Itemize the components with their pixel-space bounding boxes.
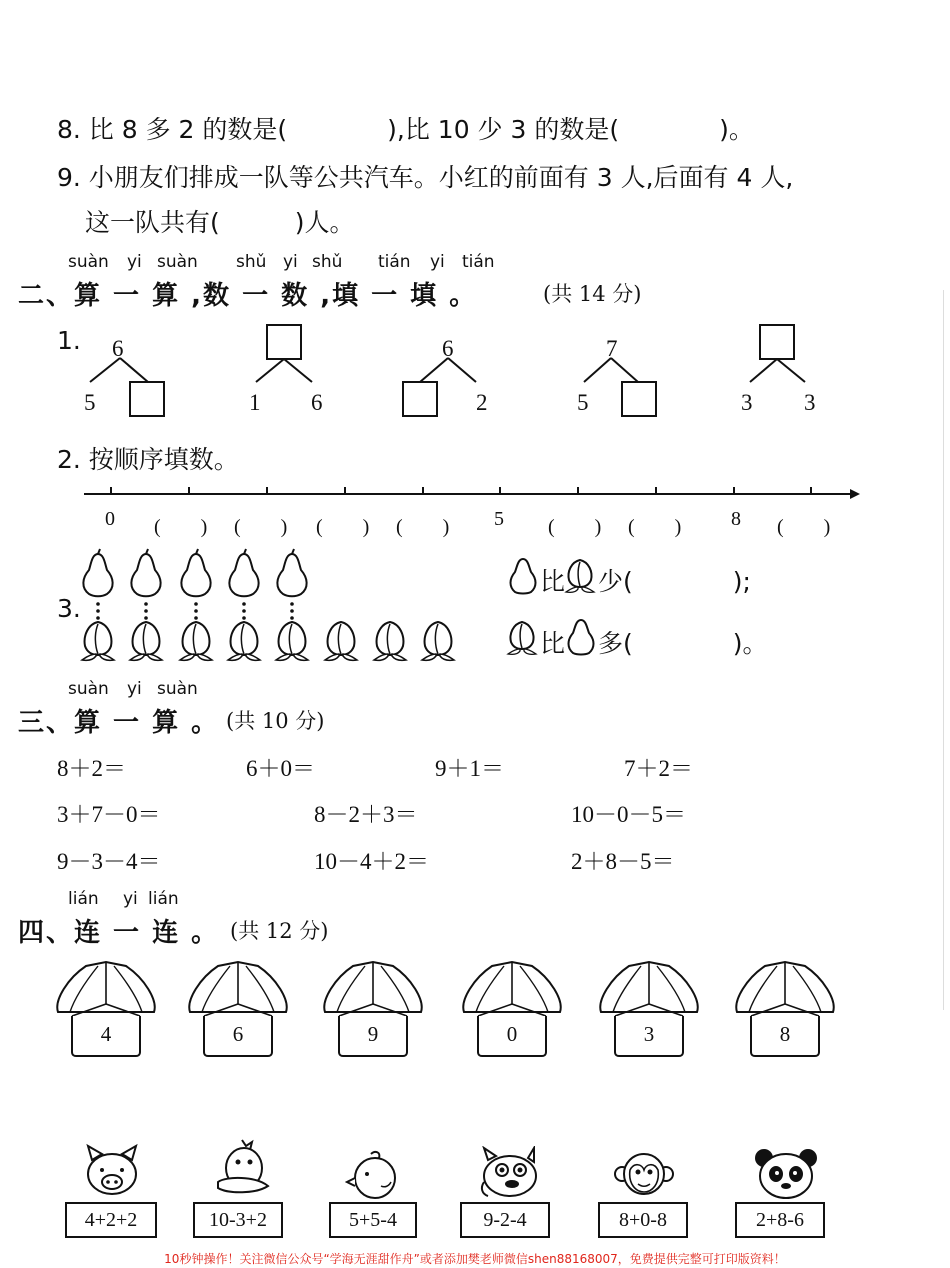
peach-icon [422,622,454,660]
section-3-score: (共 10 分) [226,709,325,733]
pinyin-suan2: suàn [157,252,198,272]
section-4-score: (共 12 分) [230,919,329,943]
calc-r1-c2[interactable]: 6＋0＝ [246,756,315,781]
part-1-label: 1. [57,326,81,355]
nl-blank-7[interactable]: ( ) [628,516,682,538]
peach-icon [130,622,162,660]
house-number-2: 6 [232,1022,244,1046]
house-number-6: 8 [779,1022,791,1046]
panda-icon [750,1146,822,1202]
expr-card-3[interactable]: 5+5-4 [329,1202,417,1238]
bond-4-top: 7 [606,336,618,361]
house-number-4: 0 [506,1022,518,1046]
bond-line [256,359,284,382]
part-2-label: 2. 按顺序填数。 [57,445,239,474]
expr-card-4[interactable]: 9-2-4 [460,1202,550,1238]
bond-2-right: 6 [311,390,323,415]
pear-icon [229,549,258,596]
peach-icon [82,622,114,660]
peach-icon [563,555,599,595]
expr-card-2[interactable]: 10-3+2 [193,1202,283,1238]
nl-blank-1[interactable]: ( ) [154,516,208,538]
pinyin-suan1: suàn [68,252,109,272]
footer-notice: 10秒钟操作！关注微信公众号“学海无涯甜作舟”或者添加樊老师微信shen88168007，免费提供完整可打印版资料！ [164,1252,786,1266]
pinyin-yi1: yi [127,252,142,272]
section-2-score: (共 14 分) [543,282,642,306]
question-8: 8. 比 8 多 2 的数是( ),比 10 少 3 的数是( )。 [57,115,754,144]
bond-3-right: 2 [476,390,488,415]
nl-blank-4[interactable]: ( ) [396,516,450,538]
pinyin-lian1: lián [68,889,99,909]
pear-icon [505,553,545,597]
nl-label-0: 0 [105,508,115,530]
section-2-title: 二、算 一 算 ,数 一 数 ,填 一 填 。 [18,281,478,311]
answer-box[interactable] [130,382,164,416]
calc-r2-c3[interactable]: 10－0－5＝ [571,802,686,827]
squirrel-icon [476,1146,546,1202]
calc-r3-c1[interactable]: 9－3－4＝ [57,849,161,874]
section-4-title: 四、连 一 连 。 [18,918,220,948]
peach-icon [180,622,212,660]
calc-r2-c2[interactable]: 8－2＋3＝ [314,802,418,827]
answer-box[interactable] [267,325,301,359]
pear-icon [277,549,306,596]
expr-card-6[interactable]: 2+8-6 [735,1202,825,1238]
nl-blank-3[interactable]: ( ) [316,516,370,538]
pear-icon [131,549,160,596]
peach-icon [505,617,541,657]
expr-card-1[interactable]: 4+2+2 [65,1202,157,1238]
nl-label-8: 8 [731,508,741,530]
pear-peach-picture [78,548,468,664]
bond-2-left: 1 [249,390,261,415]
peach-icon [374,622,406,660]
bond-1-left: 5 [84,390,96,415]
calc-r3-c2[interactable]: 10－4＋2＝ [314,849,429,874]
pinyin-yi5: yi [123,889,138,909]
answer-box[interactable] [622,382,656,416]
number-line [80,482,870,506]
part-3-label: 3. [57,594,81,623]
pinyin-yi2: yi [283,252,298,272]
nl-blank-9[interactable]: ( ) [777,516,831,538]
compare-2-word: 比 [540,629,566,658]
bond-line [750,359,777,382]
calc-r1-c3[interactable]: 9＋1＝ [435,756,504,781]
bond-4-left: 5 [577,390,589,415]
bond-line [284,359,312,382]
monkey-icon [612,1148,676,1202]
bond-3-top: 6 [442,336,454,361]
pinyin-tian1: tián [378,252,411,272]
calc-r1-c1[interactable]: 8＋2＝ [57,756,126,781]
pinyin-suan3: suàn [68,679,109,699]
peach-icon [276,622,308,660]
house-number-3: 9 [367,1022,379,1046]
house-number-1: 4 [100,1022,112,1046]
answer-box[interactable] [760,325,794,359]
nl-blank-2[interactable]: ( ) [234,516,288,538]
pinyin-yi4: yi [127,679,142,699]
bond-5-left: 3 [741,390,753,415]
bond-line [777,359,805,382]
section-3-title: 三、算 一 算 。 [18,708,220,738]
question-9-line1: 9. 小朋友们排成一队等公共汽车。小红的前面有 3 人,后面有 4 人, [57,163,794,192]
bond-line [120,358,148,382]
question-9-line2: 这一队共有( )人。 [85,208,355,237]
bond-5-right: 3 [804,390,816,415]
duck-icon [208,1136,278,1200]
pinyin-lian2: lián [148,889,179,909]
answer-box[interactable] [403,382,437,416]
pinyin-shu2: shǔ [312,252,343,272]
compare-2-answer[interactable]: 多( )。 [598,629,768,658]
pinyin-suan4: suàn [157,679,198,699]
pear-icon [83,549,112,596]
peach-icon [228,622,260,660]
calc-r2-c1[interactable]: 3＋7－0＝ [57,802,161,827]
expr-card-5[interactable]: 8+0-8 [598,1202,688,1238]
peach-icon [325,622,357,660]
nl-blank-6[interactable]: ( ) [548,516,602,538]
nl-label-5: 5 [494,508,504,530]
compare-1-answer[interactable]: 少( ); [598,567,751,596]
pinyin-yi3: yi [430,252,445,272]
chick-icon [345,1148,405,1202]
number-bonds [60,320,860,430]
compare-1-word: 比 [540,567,566,596]
calc-r1-c4[interactable]: 7＋2＝ [624,756,693,781]
house-number-5: 3 [643,1022,655,1046]
calc-r3-c3[interactable]: 2＋8－5＝ [571,849,675,874]
pig-icon [80,1140,144,1200]
pear-icon [181,549,210,596]
page-edge [943,290,950,1010]
bond-1-top: 6 [112,336,124,361]
pinyin-shu1: shǔ [236,252,267,272]
pinyin-tian2: tián [462,252,495,272]
